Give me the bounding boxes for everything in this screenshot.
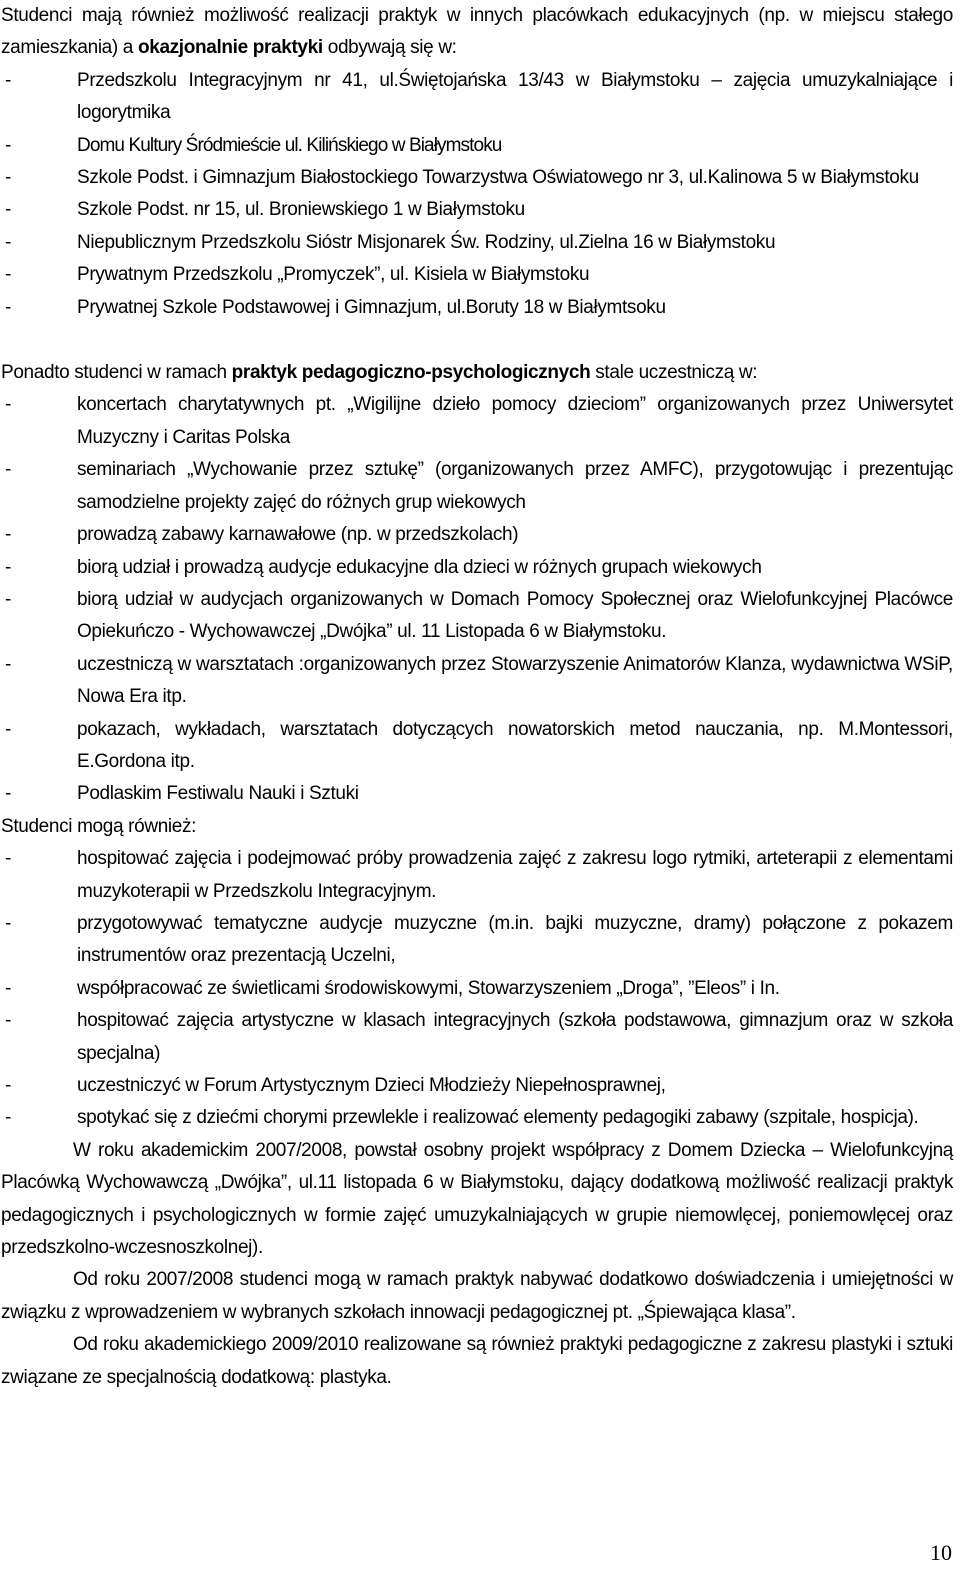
list-item-text: Podlaskim Festiwalu Nauki i Sztuki	[77, 783, 359, 805]
students-can-list	[1, 843, 953, 1135]
activities-paragraph	[1, 357, 953, 389]
list-item	[1, 552, 953, 584]
list-dash: -	[5, 556, 11, 578]
list-item-text: koncertach charytatywnych pt. „Wigilijne dzieło pomocy dzieciom” organizowanych przez Uniwersytet Muzyczny i Caritas Polska	[77, 394, 953, 448]
intro-paragraph	[1, 0, 953, 65]
list-item	[1, 454, 953, 519]
list-item-text: Prywatnej Szkole Podstawowej i Gimnazjum, ul.Boruty 18 w Białymtsoku	[77, 296, 666, 318]
list-dash: -	[5, 134, 11, 156]
list-item-text: współpracować ze świetlicami środowiskowymi, Stowarzyszeniem „Droga”, ”Eleos” i In.	[77, 977, 780, 999]
list-item-text: hospitować zajęcia i podejmować próby prowadzenia zajęć z zakresu logo rytmiki, arteterapii z elementami muzykoterapii w Przedszkolu Integracyjnym.	[77, 848, 953, 902]
list-item-text: przygotowywać tematyczne audycje muzyczne (m.in. bajki muzyczne, dramy) połączone z pokazem instrumentów oraz prezentacją Uczelni,	[77, 912, 953, 967]
activities-text-end: stale uczestniczą w:	[590, 362, 758, 384]
list-dash: -	[5, 783, 11, 805]
intro-bold-text: okazjonalnie praktyki	[137, 37, 323, 59]
list-item-text: Przedszkolu Integracyjnym nr 41, ul.Świętojańska 13/43 w Białymstoku – zajęcia umuzykalniające i logorytmika	[77, 69, 953, 124]
list-item	[1, 1070, 953, 1102]
list-dash: -	[5, 1010, 11, 1032]
list-item-text: hospitować zajęcia artystyczne w klasach integracyjnych (szkoła podstawowa, gimnazjum oraz w szkoła specjalna)	[77, 1010, 953, 1064]
list-item	[1, 162, 953, 194]
list-item	[1, 714, 953, 779]
list-item	[1, 584, 953, 649]
list-dash: -	[5, 69, 11, 91]
list-item	[1, 908, 953, 973]
list-item-text: biorą udział i prowadzą audycje edukacyjne dla dzieci w różnych grupach wiekowych	[77, 556, 762, 578]
art-practice-paragraph: Od roku akademickiego 2009/2010 realizowane są również praktyki pedagogiczne z zakresu plastyki i sztuki związane ze specjalnością dodatkową: plastyka.	[1, 1334, 953, 1388]
list-dash: -	[5, 718, 11, 740]
list-dash: -	[5, 459, 11, 481]
list-item	[1, 1102, 953, 1134]
list-item-text: Niepublicznym Przedszkolu Sióstr Misjonarek Św. Rodziny, ul.Zielna 16 w Białymstoku	[77, 231, 776, 253]
list-dash: -	[5, 231, 11, 253]
intro-text: Studenci mają również możliwość realizacji praktyk w innych placówkach edukacyjnych (np. w miejscu stałego zamieszkania) a	[1, 5, 953, 59]
list-item	[1, 194, 953, 226]
list-item-text: uczestniczyć w Forum Artystycznym Dzieci Młodzieży Niepełnosprawnej,	[77, 1075, 666, 1096]
list-dash: -	[5, 653, 11, 675]
list-dash: -	[5, 167, 11, 189]
project-paragraph: W roku akademickim 2007/2008, powstał osobny projekt współpracy z Domem Dziecka – Wielofunkcyjną Placówką Wychowawczą „Dwójka”, ul.11 listopada 6 w Białymstoku, dający dodatkową możliwość realizacji praktyk pedagogicznych i psychologicznych w formie zajęć umuzykalniających w grupie niemowlęcej, poniemowlęcej oraz przedszkolno-wczesnoszkolnej).	[1, 1139, 953, 1259]
list-dash: -	[5, 588, 11, 610]
list-dash: -	[5, 394, 11, 416]
list-item	[1, 389, 953, 454]
innovation-paragraph: Od roku 2007/2008 studenci mogą w ramach praktyk nabywać dodatkowo doświadczenia i umiejętności w związku z wprowadzeniem w wybranych szkołach innowacji pedagogicznej pt. „Śpiewająca klasa”.	[1, 1269, 953, 1323]
list-dash: -	[5, 296, 11, 318]
list-dash: -	[5, 1075, 11, 1096]
list-dash: -	[5, 264, 11, 286]
list-dash: -	[5, 848, 11, 870]
page-number: 10	[930, 1540, 952, 1565]
placements-list	[1, 65, 953, 324]
list-item	[1, 843, 953, 908]
list-item-text: Szkole Podst. nr 15, ul. Broniewskiego 1 w Białymstoku	[77, 199, 525, 221]
list-item	[1, 649, 953, 714]
list-item-text: Prywatnym Przedszkolu „Promyczek”, ul. Kisiela w Białymstoku	[77, 264, 590, 286]
list-item	[1, 778, 953, 810]
list-item	[1, 65, 953, 130]
list-item-text: biorą udział w audycjach organizowanych w Domach Pomocy Społecznej oraz Wielofunkcyjnej Placówce Opiekuńczo - Wychowawczej „Dwójka” ul. 11 Listopada 6 w Białymstoku.	[77, 588, 953, 643]
list-item	[1, 130, 953, 162]
activities-text: Ponadto studenci w ramach	[1, 362, 232, 384]
list-item	[1, 259, 953, 291]
list-item	[1, 1005, 953, 1070]
list-item	[1, 519, 953, 551]
list-item-text: Szkole Podst. i Gimnazjum Białostockiego Towarzystwa Oświatowego nr 3, ul.Kalinowa 5 w Białymstoku	[77, 167, 919, 189]
list-dash: -	[5, 199, 11, 221]
intro-text-end: odbywają się w:	[322, 37, 457, 59]
list-item-text: pokazach, wykładach, warsztatach dotyczących nowatorskich metod nauczania, np. M.Montessori, E.Gordona itp.	[77, 718, 953, 772]
list-item-text: spotykać się z dziećmi chorymi przewlekle i realizować elementy pedagogiki zabawy (szpitale, hospicja).	[77, 1107, 919, 1129]
list-item	[1, 973, 953, 1005]
paragraph-spacer	[1, 324, 953, 357]
list-dash: -	[5, 977, 11, 999]
list-item-text: uczestniczą w warsztatach :organizowanych przez Stowarzyszenie Animatorów Klanza, wydawnictwa WSiP, Nowa Era itp.	[77, 653, 953, 708]
activities-bold-text: praktyk pedagogiczno-psychologicznych	[231, 362, 591, 384]
list-item-text: Domu Kultury Śródmieście ul. Kilińskiego w Białymstoku	[77, 134, 502, 156]
list-item-text: prowadzą zabawy karnawałowe (np. w przedszkolach)	[77, 524, 519, 546]
list-dash: -	[5, 524, 11, 546]
activities-list	[1, 389, 953, 810]
list-item	[1, 227, 953, 259]
list-item-text: seminariach „Wychowanie przez sztukę” (organizowanych przez AMFC), przygotowując i prezentując samodzielne projekty zajęć do różnych grup wiekowych	[77, 459, 953, 513]
students-can-heading: Studenci mogą również:	[1, 815, 197, 837]
list-dash: -	[5, 1107, 11, 1129]
list-dash: -	[5, 912, 11, 934]
list-item	[1, 292, 953, 324]
